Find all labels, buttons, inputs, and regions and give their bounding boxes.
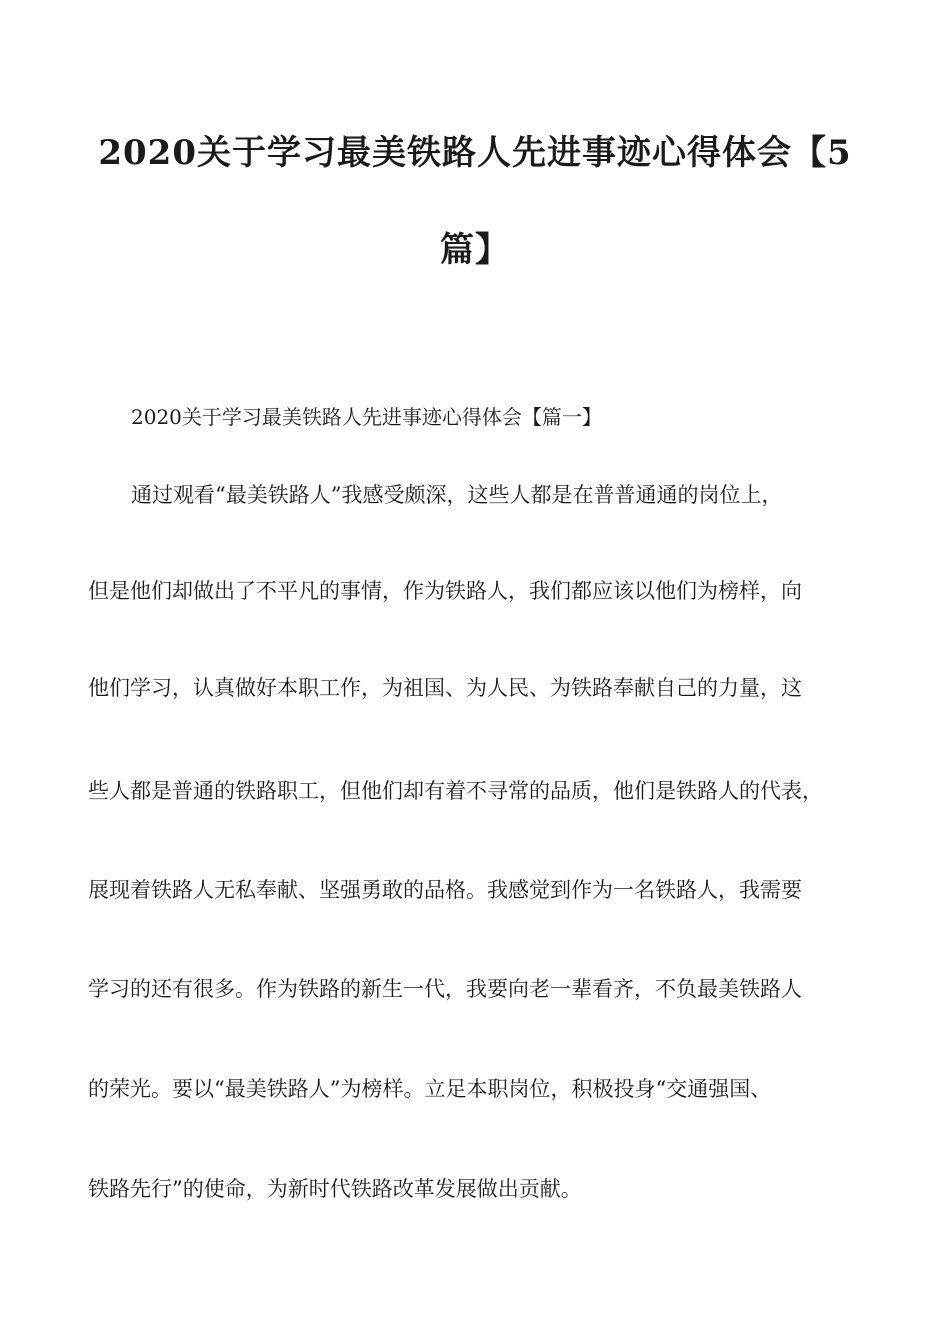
paragraph-line-2: 但是他们却做出了不平凡的事情，作为铁路人，我们都应该以他们为榜样，向 <box>88 579 802 603</box>
paragraph-line-5: 展现着铁路人无私奉献、坚强勇敢的品格。我感觉到作为一名铁路人，我需要 <box>88 878 802 902</box>
section-heading: 2020关于学习最美铁路人先进事迹心得体会【篇一】 <box>131 405 602 429</box>
title-line-2: 篇】 <box>440 230 510 270</box>
paragraph-line-6: 学习的还有很多。作为铁路的新生一代，我要向老一辈看齐，不负最美铁路人 <box>88 977 802 1001</box>
paragraph-line-4: 些人都是普通的铁路职工，但他们却有着不寻常的品质，他们是铁路人的代表， <box>88 779 823 803</box>
paragraph-line-1: 通过观看“最美铁路人”我感受颇深，这些人都是在普普通通的岗位上， <box>131 483 783 507</box>
paragraph-line-7: 的荣光。要以“最美铁路人”为榜样。立足本职岗位，积极投身“交通强国、 <box>88 1077 772 1101</box>
title-line-1: 2020关于学习最美铁路人先进事迹心得体会【5 <box>98 133 852 173</box>
paragraph-line-8: 铁路先行”的使命，为新时代铁路改革发展做出贡献。 <box>88 1177 582 1201</box>
paragraph-line-3: 他们学习，认真做好本职工作，为祖国、为人民、为铁路奉献自己的力量，这 <box>88 676 802 700</box>
